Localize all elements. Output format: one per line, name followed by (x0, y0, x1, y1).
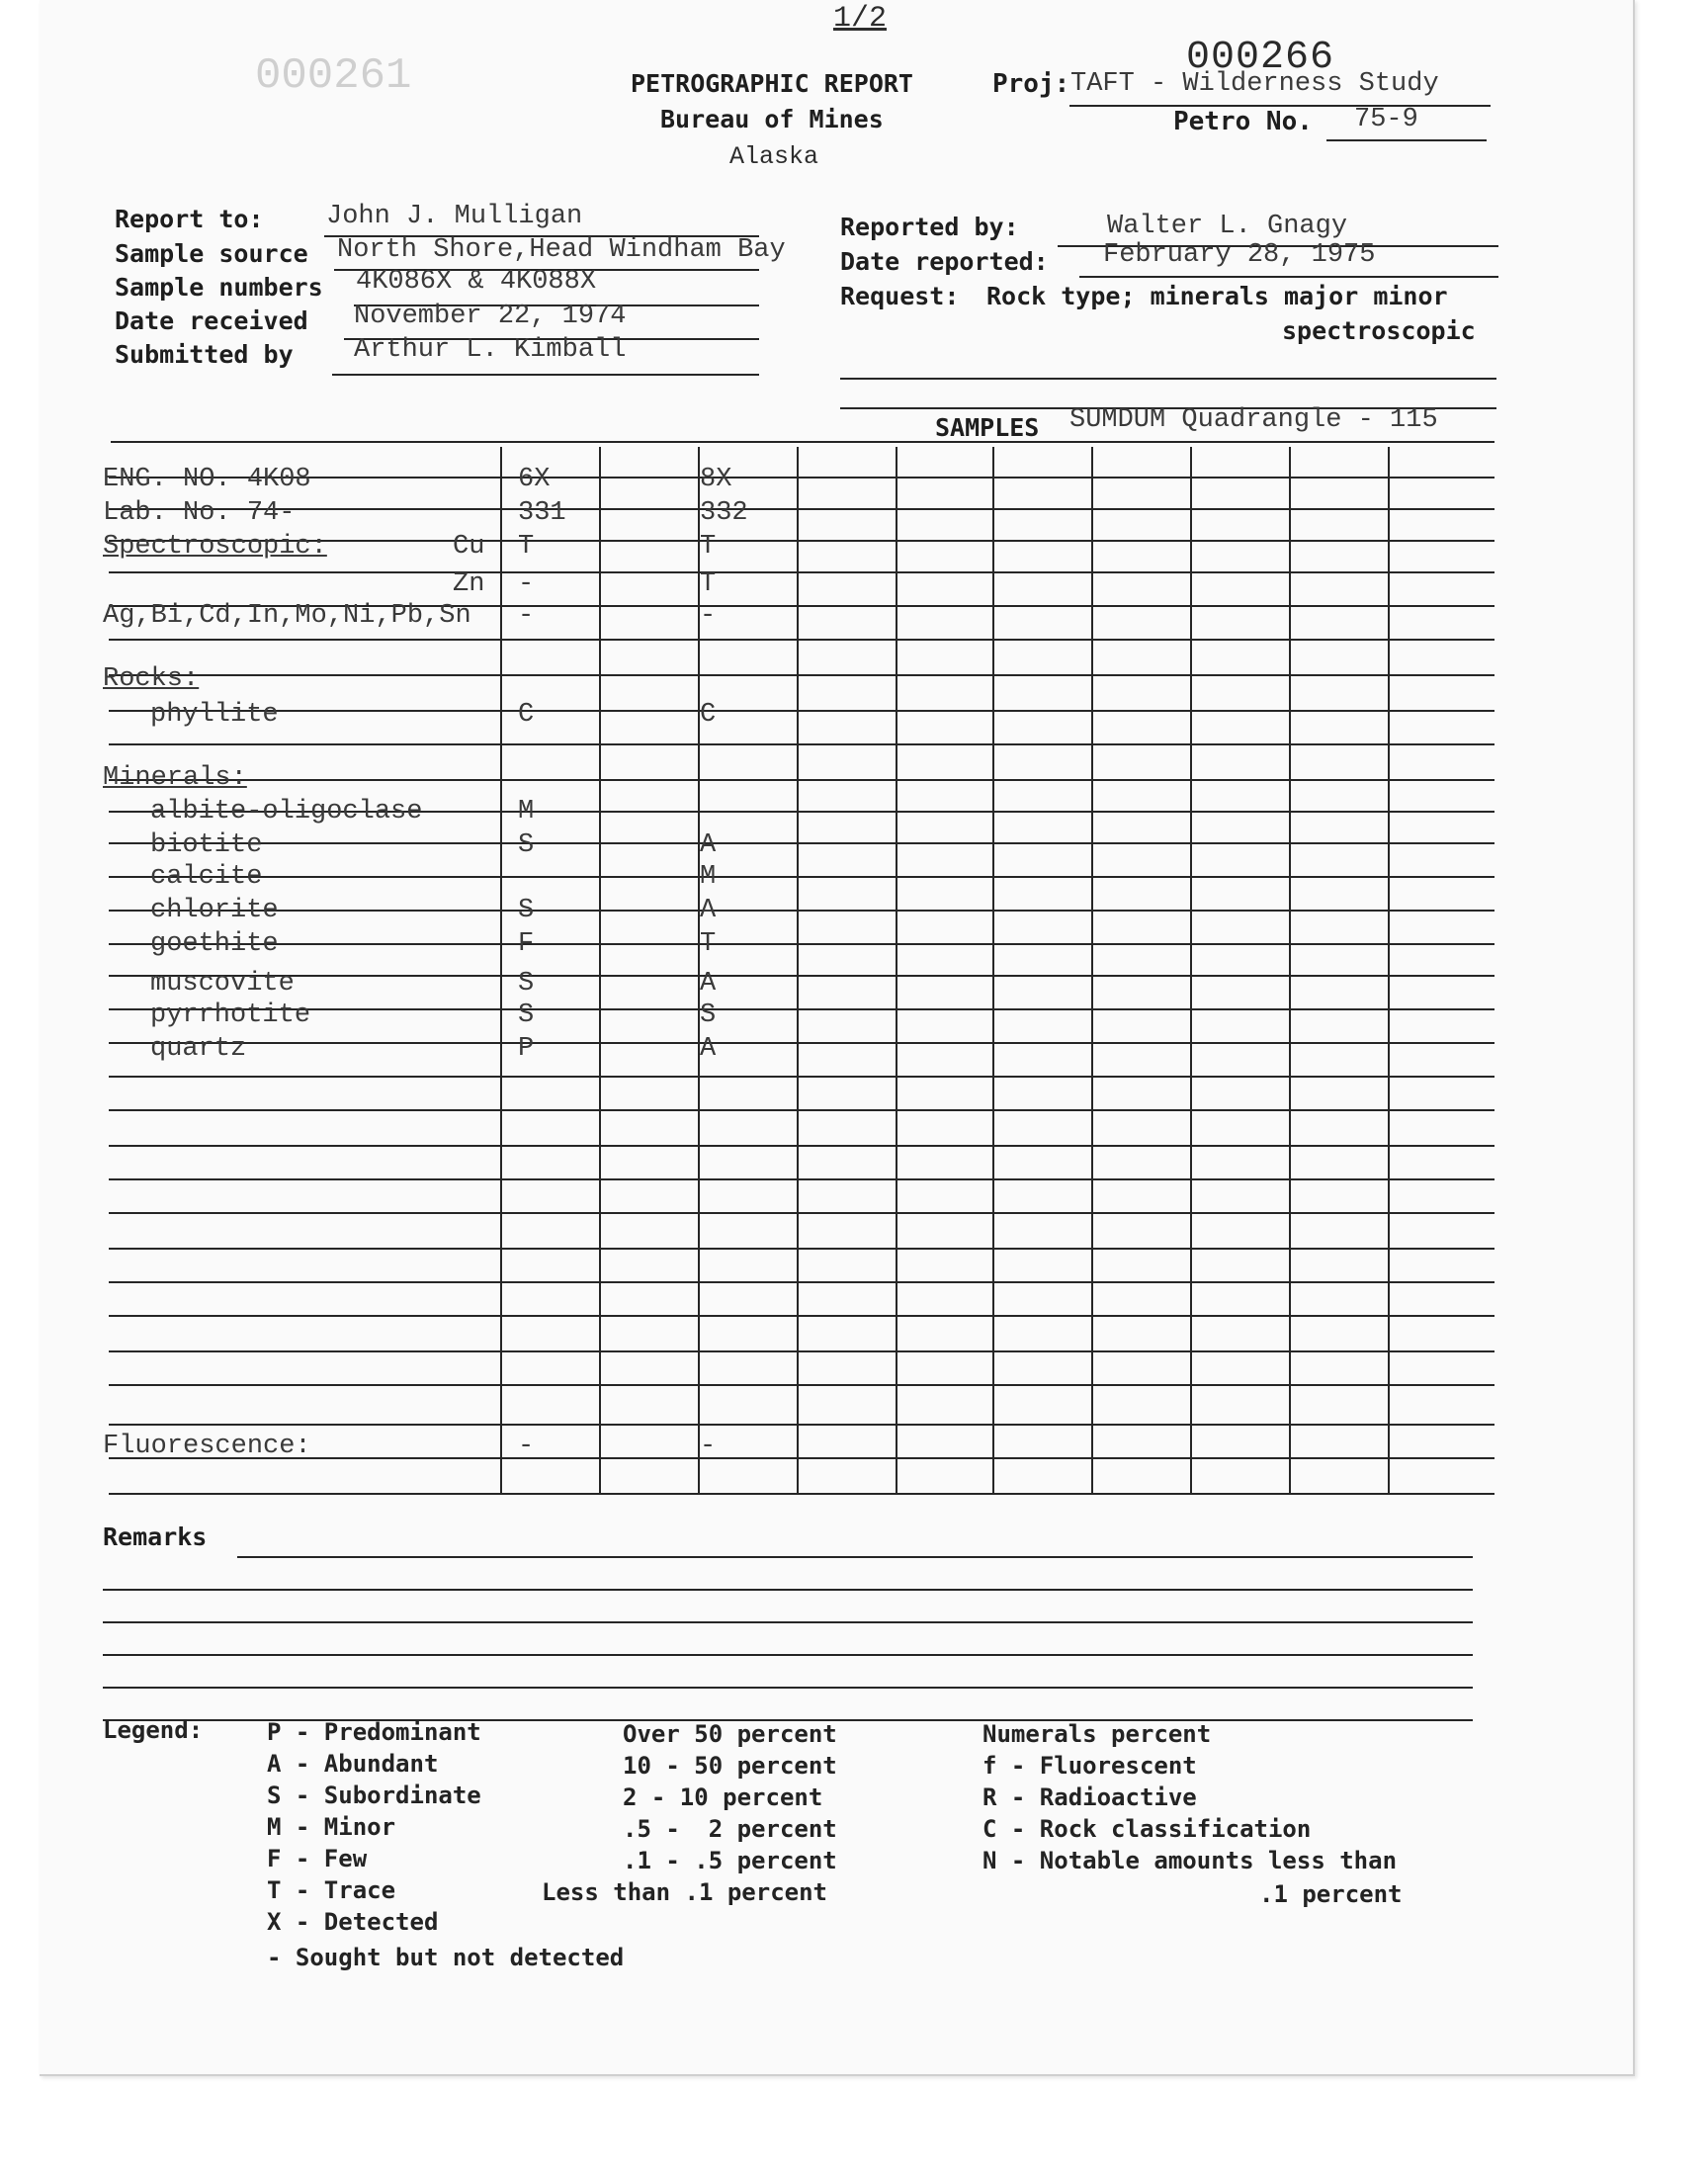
table-row-rule (109, 1493, 1494, 1495)
table-row-rule (109, 639, 1494, 641)
sample-1-cell: T (518, 532, 535, 562)
table-row-rule (109, 910, 1494, 912)
fluorescence-sample-1: - (518, 1432, 535, 1461)
table-row-rule (109, 1384, 1494, 1386)
table-row-rule (109, 674, 1494, 676)
legend-note-entry: C - Rock classification (982, 1815, 1312, 1843)
table-row-rule (109, 508, 1494, 510)
agency-name: Bureau of Mines (660, 105, 884, 133)
row-label: ENG. NO. 4K08 (103, 465, 311, 494)
submitted-by-value: Arthur L. Kimball (354, 335, 627, 365)
table-row-rule (109, 1281, 1494, 1283)
table-row-rule (109, 1350, 1494, 1352)
date-reported-underline (1079, 276, 1498, 278)
sample-2-cell: T (700, 929, 717, 959)
legend-range-entry: Less than .1 percent (542, 1878, 827, 1906)
sample-1-cell: S (518, 830, 535, 860)
request-line-1: Rock type; minerals major minor (986, 282, 1448, 310)
table-row-rule (109, 743, 1494, 745)
petro-label: Petro No. (1173, 107, 1313, 136)
table-column-divider (896, 447, 897, 1493)
faint-bleed-number: 000261 (255, 51, 412, 101)
row-label: calcite (150, 862, 263, 892)
samples-rule (111, 441, 1494, 443)
submitted-by-underline (332, 374, 759, 376)
sample-1-cell: S (518, 896, 535, 925)
date-reported-value: February 28, 1975 (1103, 240, 1376, 270)
row-label: biotite (150, 830, 263, 860)
element-symbol: Cu (453, 532, 485, 562)
document-stamp-number: 000266 (1186, 36, 1335, 80)
samples-location: SUMDUM Quadrangle - 115 (1069, 405, 1438, 435)
sample-2-cell: A (700, 969, 717, 999)
legend-code-entry: M - Minor (267, 1813, 396, 1841)
remarks-line-4 (103, 1654, 1473, 1656)
sample-1-cell: 6X (518, 465, 551, 494)
reported-by-value: Walter L. Gnagy (1107, 212, 1348, 241)
table-row-rule (109, 975, 1494, 977)
sample-source-value: North Shore,Head Windham Bay (337, 235, 786, 265)
row-label: Lab. No. 74- (103, 498, 296, 528)
row-label: quartz (150, 1034, 247, 1064)
table-row-rule (109, 1178, 1494, 1180)
sample-numbers-label: Sample numbers (115, 273, 323, 302)
request-blank-line-1 (840, 378, 1496, 380)
row-label: pyrrhotite (150, 1000, 311, 1030)
report-title: PETROGRAPHIC REPORT (631, 69, 913, 98)
petro-value: 75-9 (1354, 105, 1418, 134)
element-symbol: Zn (453, 569, 485, 599)
row-label: Rocks: (103, 664, 200, 694)
legend-code-entry: T - Trace (267, 1876, 396, 1904)
sample-2-cell: M (700, 862, 717, 892)
sample-1-cell: S (518, 969, 535, 999)
row-label: goethite (150, 929, 279, 959)
legend-note-entry: N - Notable amounts less than (982, 1847, 1398, 1874)
reported-by-label: Reported by: (840, 213, 1019, 241)
date-received-value: November 22, 1974 (354, 302, 627, 331)
remarks-label: Remarks (103, 1522, 208, 1551)
table-row-rule (109, 1212, 1494, 1214)
report-to-label: Report to: (115, 205, 264, 233)
fluorescence-label: Fluorescence: (103, 1432, 311, 1461)
row-label: albite-oligoclase (150, 797, 423, 826)
sample-2-cell: T (700, 569, 717, 599)
sample-2-cell: A (700, 1034, 717, 1064)
legend-note-entry: f - Fluorescent (982, 1752, 1197, 1780)
sample-1-cell: - (518, 569, 535, 599)
state-name: Alaska (729, 142, 819, 171)
proj-value: TAFT - Wilderness Study (1070, 69, 1439, 99)
proj-label: Proj: (992, 69, 1070, 99)
sample-2-cell: 332 (700, 498, 748, 528)
table-row-rule (109, 1076, 1494, 1078)
legend-note-entry: Numerals percent (982, 1720, 1212, 1748)
legend-range-entry: .1 - .5 percent (623, 1847, 837, 1874)
sample-2-cell: A (700, 896, 717, 925)
sample-1-cell: P (518, 1034, 535, 1064)
legend-code-entry: P - Predominant (267, 1718, 481, 1746)
legend-code-entry: - Sought but not detected (267, 1944, 625, 1971)
sample-source-label: Sample source (115, 239, 308, 268)
date-received-label: Date received (115, 306, 308, 335)
table-row-rule (109, 710, 1494, 712)
row-label: Spectroscopic: (103, 532, 327, 562)
legend-note-entry: .1 percent (1259, 1880, 1403, 1908)
sample-2-cell: S (700, 1000, 717, 1030)
table-row-rule (109, 842, 1494, 844)
table-column-divider (1190, 447, 1192, 1493)
row-label: Ag,Bi,Cd,In,Mo,Ni,Pb,Sn (103, 601, 471, 631)
table-row-rule (109, 1424, 1494, 1426)
sample-2-cell: 8X (700, 465, 732, 494)
samples-label: SAMPLES (935, 413, 1040, 442)
legend-code-entry: X - Detected (267, 1908, 439, 1936)
sample-2-cell: A (700, 830, 717, 860)
legend-code-entry: F - Few (267, 1845, 368, 1872)
table-row-rule (109, 477, 1494, 478)
remarks-line-1 (237, 1556, 1473, 1558)
sample-2-cell: - (700, 601, 717, 631)
fluorescence-sample-2: - (700, 1432, 717, 1461)
table-row-rule (109, 1042, 1494, 1044)
table-row-rule (109, 1008, 1494, 1010)
sample-1-cell: - (518, 601, 535, 631)
sample-1-cell: C (518, 700, 535, 730)
table-column-divider (599, 447, 601, 1493)
legend-title: Legend: (103, 1716, 204, 1744)
table-row-rule (109, 571, 1494, 573)
table-row-rule (109, 876, 1494, 878)
table-row-rule (109, 779, 1494, 781)
row-label: chlorite (150, 896, 279, 925)
page-marker: 1/2 (833, 2, 888, 36)
sample-1-cell: F (518, 929, 535, 959)
table-column-divider (500, 447, 502, 1493)
legend-range-entry: Over 50 percent (623, 1720, 837, 1748)
request-line-2: spectroscopic (1282, 316, 1476, 345)
table-row-rule (109, 943, 1494, 945)
sample-1-cell: M (518, 797, 535, 826)
sample-2-cell: C (700, 700, 717, 730)
row-label: muscovite (150, 969, 295, 999)
sample-1-cell: 331 (518, 498, 566, 528)
sample-numbers-value: 4K086X & 4K088X (356, 267, 597, 297)
table-column-divider (992, 447, 994, 1493)
table-column-divider (1091, 447, 1093, 1493)
legend-range-entry: 10 - 50 percent (623, 1752, 837, 1780)
legend-range-entry: 2 - 10 percent (623, 1784, 823, 1811)
sample-2-cell: T (700, 532, 717, 562)
submitted-by-label: Submitted by (115, 340, 294, 369)
row-label: Minerals: (103, 763, 247, 793)
legend-range-entry: .5 - 2 percent (623, 1815, 837, 1843)
request-label: Request: (840, 282, 960, 310)
remarks-line-3 (103, 1621, 1473, 1623)
table-row-rule (109, 1145, 1494, 1147)
remarks-line-2 (103, 1589, 1473, 1591)
legend-code-entry: S - Subordinate (267, 1782, 481, 1809)
sample-1-cell: S (518, 1000, 535, 1030)
table-row-rule (109, 1315, 1494, 1317)
row-label: phyllite (150, 700, 279, 730)
report-to-value: John J. Mulligan (326, 202, 583, 231)
table-row-rule (109, 1248, 1494, 1250)
table-column-divider (1289, 447, 1291, 1493)
table-row-rule (109, 1457, 1494, 1459)
table-column-divider (1388, 447, 1390, 1493)
legend-code-entry: A - Abundant (267, 1750, 439, 1778)
table-row-rule (109, 1109, 1494, 1111)
legend-note-entry: R - Radioactive (982, 1784, 1197, 1811)
petro-underline (1326, 139, 1487, 141)
remarks-line-5 (103, 1687, 1473, 1689)
table-column-divider (797, 447, 799, 1493)
date-reported-label: Date reported: (840, 247, 1049, 276)
